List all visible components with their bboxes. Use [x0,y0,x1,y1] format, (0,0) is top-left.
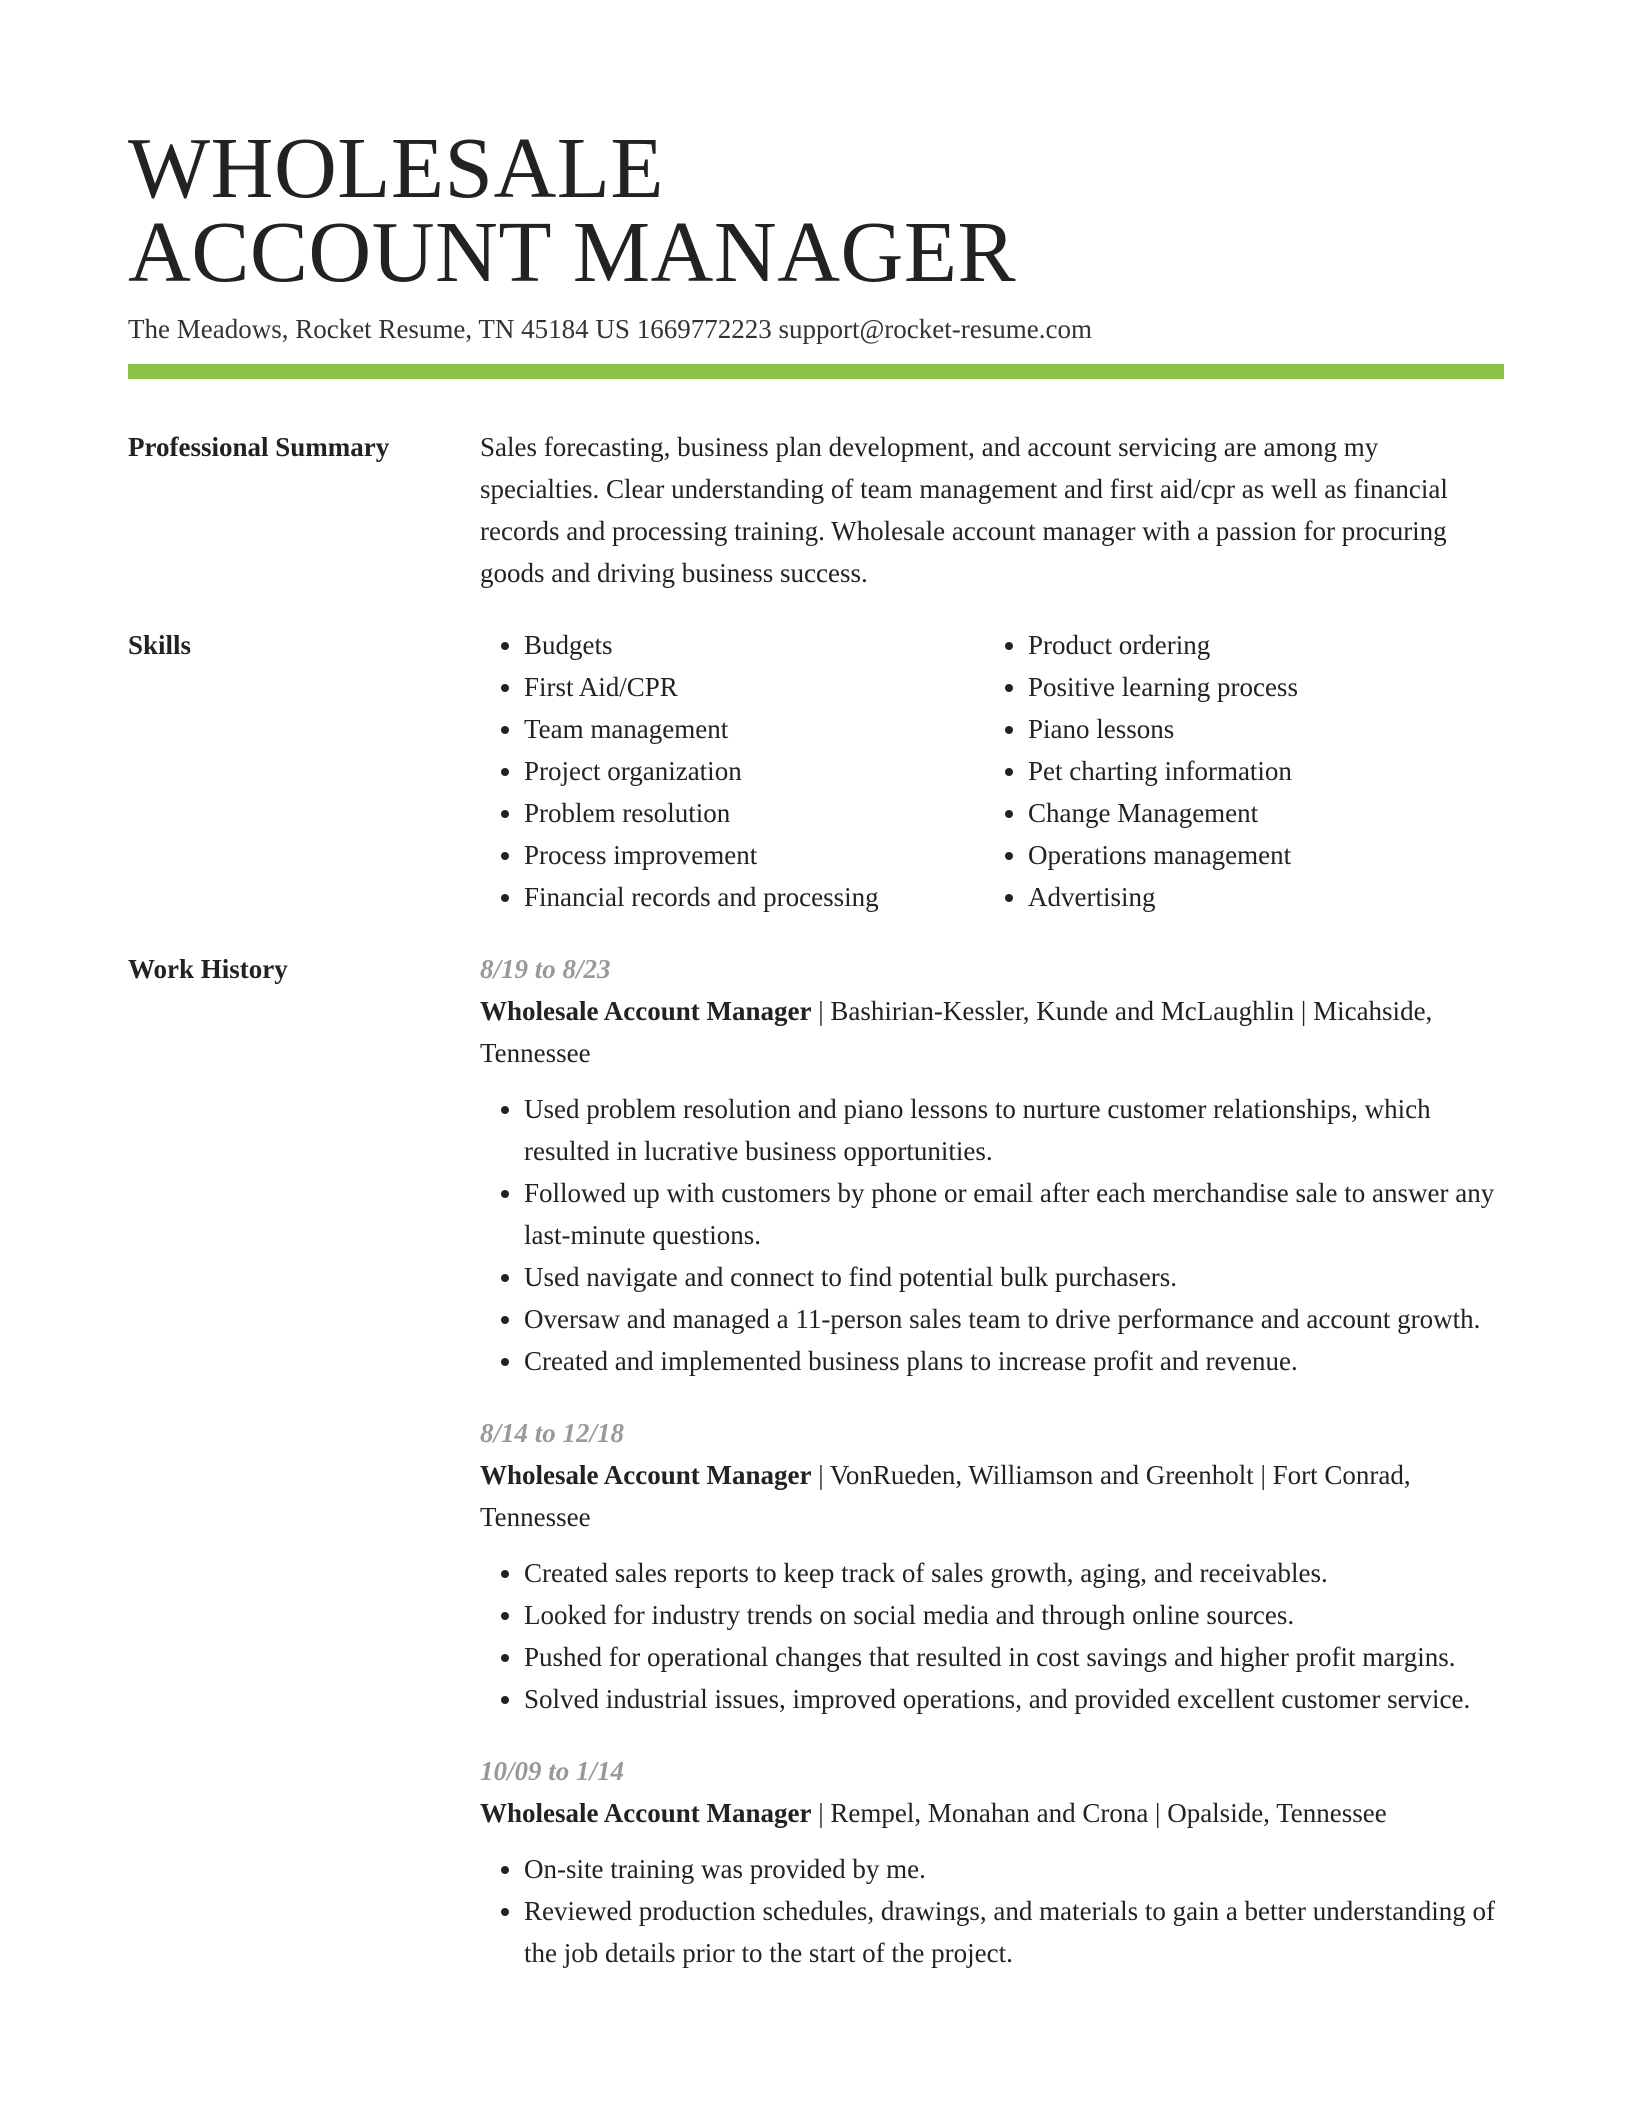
section-label-work-history: Work History [128,954,288,984]
skill-item: • Budgets [524,624,984,666]
skill-item: • Process improvement [524,834,984,876]
skills-columns [480,624,1504,918]
job-employer-location: | Rempel, Monahan and Crona | Opalside, Tennessee [811,1798,1387,1828]
skill-item: • Financial records and processing [524,876,984,918]
job-employer-location: | Bashirian-Kessler, Kunde and McLaughlin | Micahside, Tennessee [480,996,1433,1068]
skill-item: • Pet charting information [1028,750,1496,792]
job-title: Wholesale Account Manager [480,1798,812,1828]
job-bullet: • Looked for industry trends on social media and through online sources. [524,1594,1504,1636]
skill-item: • Change Management [1028,792,1496,834]
job-bullet: • Followed up with customers by phone or email after each merchandise sale to answer any last-minute questions. [524,1172,1504,1256]
job-entry [480,1412,1504,1720]
skills-list-right [984,624,1496,918]
resume-page [128,0,1504,2004]
job-bullet: • Pushed for operational changes that resulted in cost savings and higher profit margins. [524,1636,1504,1678]
job-employer-location: | VonRueden, Williamson and Greenholt | Fort Conrad, Tennessee [480,1460,1411,1532]
skills-section [128,624,1504,918]
skill-item: • Positive learning process [1028,666,1496,708]
job-entry [480,1750,1504,1974]
section-label-skills: Skills [128,630,192,660]
skill-item: • Project organization [524,750,984,792]
job-dates: 10/09 to 1/14 [480,1756,625,1786]
title-line-1: WHOLESALE [128,119,665,216]
job-heading [480,990,1504,1074]
job-entry [480,948,1504,1382]
contact-line: The Meadows, Rocket Resume, TN 45184 US 1669772223 support@rocket-resume.com [128,314,1092,344]
job-dates: 8/14 to 12/18 [480,1418,625,1448]
skill-item: • Operations management [1028,834,1496,876]
job-bullets [480,1848,1504,1974]
job-bullet: • Created sales reports to keep track of sales growth, aging, and receivables. [524,1552,1504,1594]
summary-text: Sales forecasting, business plan development, and account servicing are among my specialties. Clear understanding of team management and first aid/cpr as well as financial records and processing training. Wholesale account manager with a passion for procuring goods and driving business success. [480,432,1448,588]
job-bullets [480,1088,1504,1382]
skill-item: • Advertising [1028,876,1496,918]
job-bullet: • Used navigate and connect to find potential bulk purchasers. [524,1256,1504,1298]
job-bullet: • Solved industrial issues, improved operations, and provided excellent customer service. [524,1678,1504,1720]
job-bullet: • Used problem resolution and piano lessons to nurture customer relationships, which resulted in lucrative business opportunities. [524,1088,1504,1172]
job-bullet: • Reviewed production schedules, drawings, and materials to gain a better understanding of the job details prior to the start of the project. [524,1890,1504,1974]
section-label-summary: Professional Summary [128,432,390,462]
job-dates: 8/19 to 8/23 [480,954,611,984]
skill-item: • Product ordering [1028,624,1496,666]
job-heading [480,1454,1504,1538]
job-heading [480,1792,1504,1834]
skills-list-left [480,624,984,918]
work-history-body [480,948,1504,2004]
job-bullet: • Oversaw and managed a 11-person sales team to drive performance and account growth. [524,1298,1504,1340]
resume-title [128,0,1504,300]
job-bullet: • On-site training was provided by me. [524,1848,1504,1890]
professional-summary-section [128,426,1504,594]
skill-item: • First Aid/CPR [524,666,984,708]
job-title: Wholesale Account Manager [480,996,812,1026]
skill-item: • Team management [524,708,984,750]
skill-item: • Problem resolution [524,792,984,834]
job-title: Wholesale Account Manager [480,1460,812,1490]
job-bullets [480,1552,1504,1720]
job-bullet: • Created and implemented business plans to increase profit and revenue. [524,1340,1504,1382]
skill-item: • Piano lessons [1028,708,1496,750]
title-line-2: ACCOUNT MANAGER [128,203,1017,300]
accent-divider [128,364,1504,379]
work-history-section [128,948,1504,2004]
